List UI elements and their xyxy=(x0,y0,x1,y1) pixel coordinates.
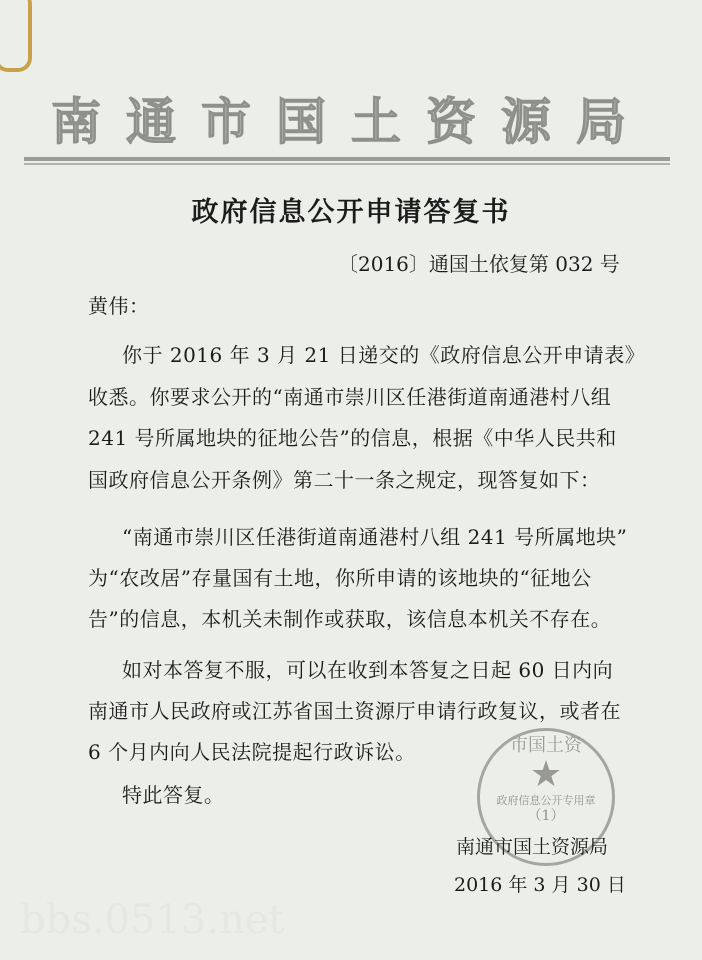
date: 2016 年 3 月 30 日 xyxy=(454,874,626,896)
body-line: “南通市崇川区任港街道南通港村八组 241 号所属地块” xyxy=(122,525,628,549)
seal-top-text: 市国土资 xyxy=(510,735,582,756)
body-line: 241 号所属地块的征地公告”的信息，根据《中华人民共和 xyxy=(88,426,617,450)
body-line: 6 个月内向人民法院提起行政诉讼。 xyxy=(88,740,416,764)
body-line: 如对本答复不服，可以在收到本答复之日起 60 日内向 xyxy=(122,658,614,682)
document-title: 政府信息公开申请答复书 xyxy=(191,197,511,228)
seal-bottom-text: 政府信息公开专用章 xyxy=(496,794,596,807)
body-line: 国政府信息公开条例》第二十一条之规定，现答复如下： xyxy=(88,468,601,492)
salutation: 黄伟： xyxy=(88,294,150,318)
letterhead: 南通市国土资源局 xyxy=(51,92,651,151)
star-icon: ★ xyxy=(529,754,563,795)
body-line: 告”的信息，本机关未制作或获取，该信息本机关不存在。 xyxy=(88,607,612,631)
seal-number: （1） xyxy=(527,808,565,824)
watermark: bbs.0513.net xyxy=(20,897,285,943)
document-number: 〔2016〕通国土依复第 032 号 xyxy=(338,252,620,276)
body-line: 特此答复。 xyxy=(122,783,225,807)
signature: 南通市国土资源局 xyxy=(456,836,609,858)
body-line: 收悉。你要求公开的“南通市崇川区任港街道南通港村八组 xyxy=(88,385,612,409)
body-line: 南通市人民政府或江苏省国土资源厅申请行政复议，或者在 xyxy=(88,699,621,723)
paper-clip xyxy=(0,0,32,72)
header-rule-thin xyxy=(24,163,670,165)
header-rule xyxy=(24,157,670,161)
body-line: 你于 2016 年 3 月 21 日递交的《政府信息公开申请表》 xyxy=(122,343,646,367)
body-line: 为“农改居”存量国有土地，你所申请的该地块的“征地公 xyxy=(88,566,592,590)
